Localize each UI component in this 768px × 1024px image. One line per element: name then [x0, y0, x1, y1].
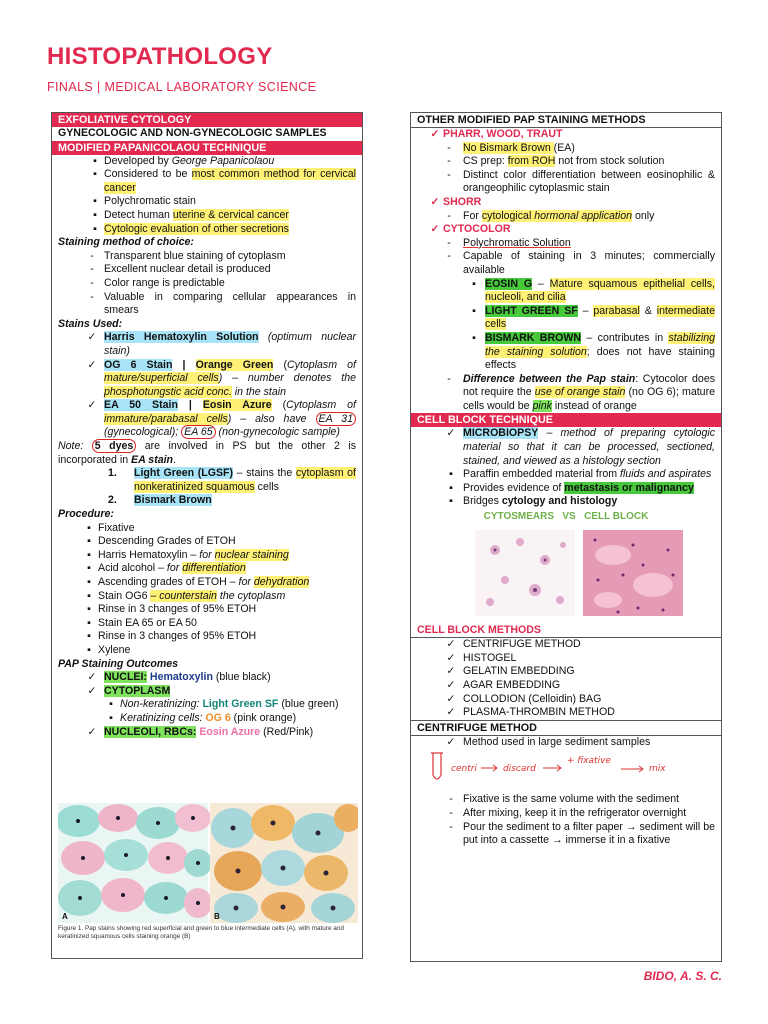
right-column [410, 112, 722, 962]
procedure-step: ▪ Rinse in 3 changes of 95% ETOH [87, 603, 257, 616]
stain-item-og6: ✓ OG 6 Stain | Orange Green (Cytoplasm of mature/superficial cells) – number denotes the phosphotungstic acid conc. in the stain [87, 358, 356, 398]
figure-label-a: A [62, 912, 68, 921]
procedure-label: Procedure: [58, 508, 114, 521]
outcomes-list [52, 671, 362, 739]
stain-item-harris: ✓ Harris Hematoxylin Solution (optimum nuclear stain) [87, 331, 356, 357]
list-item-difference: - Difference between the Pap stain: Cytocolor does not require the use of orange stain (no OG 6); mature cells would be pink instead of orange [447, 372, 716, 412]
list-item: - Polychromatic Solution [447, 236, 571, 249]
list-item: ▪ Provides evidence of metastasis or malignancy [449, 481, 694, 494]
pap-stain-figure [58, 803, 358, 923]
list-item: ▪ Considered to be most common method for cervical cancer [93, 168, 356, 194]
sketch-word-centri: centri [451, 764, 477, 775]
list-item: ▪ LIGHT GREEN SF – parabasal & intermediate cells [472, 304, 716, 331]
stains-label: Stains Used: [58, 317, 123, 330]
figure-caption: Figure 1. Pap stains showing red superficial and green to blue intermediate cells (A), with mature and keratinized squamous cells staining orange (B) [58, 925, 344, 940]
procedure-list [52, 522, 362, 658]
outcome-nuclei: ✓ NUCLEI: Hematoxylin (blue black) [87, 671, 271, 684]
list-item: - Excellent nuclear detail is produced [90, 263, 271, 276]
shorr-sublist [427, 210, 715, 224]
list-item: ✓ GELATIN EMBEDDING [446, 665, 575, 678]
procedure-step: ▪ Fixative [87, 521, 135, 534]
method-pwt: ✓ PHARR, WOOD, TRAUT [430, 128, 563, 140]
list-item: - For cytological hormonal application only [447, 209, 655, 222]
pwt-sublist [427, 142, 715, 196]
list-item: ▪ Non-keratinizing: Light Green SF (blue green) [109, 698, 339, 711]
dyes-numbered-list [52, 467, 362, 508]
dyes-note: Note: 5 dyes are involved in PS but the other 2 is incorporated in EA stain. [58, 440, 357, 466]
procedure-step: ▪ Acid alcohol – for differentiation [87, 562, 246, 575]
centrifuge-steps [411, 793, 721, 847]
procedure-step: ▪ Xylene [87, 643, 131, 656]
other-methods-list [411, 128, 721, 413]
centrifuge-list [411, 736, 721, 750]
list-item: - Valuable in comparing cellular appearances in smears [90, 290, 356, 317]
section-header-modified-pap: MODIFIED PAPANICOLAOU TECHNIQUE [52, 141, 362, 155]
cytoplasm-sublist [80, 698, 356, 725]
list-item: ▪ Keratinizing cells: OG 6 (pink orange) [109, 711, 297, 724]
document-subtitle: FINALS | MEDICAL LABORATORY SCIENCE [47, 80, 317, 94]
outcomes-label: PAP Staining Outcomes [58, 657, 179, 670]
pap-stain-micrograph [58, 803, 358, 923]
sketch-word-discard: discard [503, 764, 536, 775]
list-item: - Capable of staining in 3 minutes; commercially available [447, 250, 715, 276]
compare-heading: CYTOSMEARS VS CELL BLOCK [483, 511, 649, 523]
outcome-cytoplasm: ✓ CYTOPLASM [87, 684, 171, 697]
compare-images [411, 530, 721, 616]
procedure-step: ▪ Ascending grades of ETOH – for dehydration [87, 576, 310, 588]
cell-block-image [583, 530, 683, 616]
list-item: 2. Bismark Brown [108, 494, 212, 507]
centrifuge-sketch [411, 749, 711, 793]
cytocolor-sublist [427, 237, 715, 414]
section-header-cell-block: CELL BLOCK TECHNIQUE [411, 413, 721, 427]
stain-item-ea50: ✓ EA 50 Stain | Eosin Azure (Cytoplasm of immature/parabasal cells) – also have EA 31 (gynecological); EA 65 (non-gynecologic sample) [87, 399, 356, 439]
cell-block-list [411, 427, 721, 509]
section-header-other-methods: OTHER MODIFIED PAP STAINING METHODS [411, 113, 721, 128]
list-item: ✓ HISTOGEL [446, 651, 517, 664]
figure-label-b: B [214, 912, 220, 921]
ea31-circled: EA 31 [316, 412, 357, 426]
procedure-step: ▪ Harris Hematoxylin – for nuclear staining [87, 548, 289, 561]
list-item: ✓ CENTRIFUGE METHOD [446, 638, 581, 651]
list-item: ✓ PLASMA-THROMBIN METHOD [446, 706, 615, 719]
list-item: - After mixing, keep it in the refrigerator overnight [449, 806, 687, 819]
ea65-circled: EA 65 [181, 425, 215, 439]
list-item: 1. Light Green (LGSF) – stains the cytoplasm of nonkeratinized squamous cells [108, 467, 356, 493]
list-item: ✓ COLLODION (Celloidin) BAG [446, 692, 602, 705]
list-item: ▪ Detect human uterine & cervical cancer [93, 208, 289, 221]
list-item: - CS prep: from ROH not from stock solution [447, 155, 665, 168]
section-header-exfoliative: EXFOLIATIVE CYTOLOGY [52, 113, 362, 127]
sketch-word-fixative: + fixative [567, 756, 611, 767]
list-item: ▪ BISMARK BROWN – contributes in stabilizing the staining solution; does not have staining effects [472, 331, 716, 372]
list-item: ✓ Method used in large sediment samples [446, 735, 651, 748]
list-item: ▪ Bridges cytology and histology [449, 495, 618, 508]
method-cytocolor: ✓ CYTOCOLOR [430, 223, 511, 236]
list-item: ✓ AGAR EMBEDDING [446, 679, 561, 691]
list-item: ✓ MICROBIOPSY – method of preparing cytologic material so that it can be processed, sectioned, stained, and viewed as a histology section [446, 427, 715, 467]
list-item: - Transparent blue staining of cytoplasm [90, 249, 286, 262]
list-item: ▪ Polychromatic stain [93, 195, 196, 208]
list-item: ▪ EOSIN G – Mature squamous epithelial cells, nucleoli, and cilia [472, 277, 715, 304]
list-item: ▪ Developed by George Papanicolaou [93, 154, 275, 167]
document-title: HISTOPATHOLOGY [47, 43, 273, 70]
outcome-nucleoli: ✓ NUCLEOLI, RBCs: Eosin Azure (Red/Pink) [87, 725, 314, 738]
stains-list [52, 331, 362, 440]
list-item: ▪ Paraffin embedded material from fluids and aspirates [449, 468, 712, 481]
cell-block-methods-list [411, 638, 721, 720]
cytosmear-image [475, 530, 575, 616]
list-item: - Fixative is the same volume with the sediment [449, 793, 680, 806]
procedure-step: ▪ Stain EA 65 or EA 50 [87, 616, 197, 629]
cytocolor-stains [435, 278, 715, 373]
procedure-step: ▪ Stain OG6 – counterstain the cytoplasm [87, 589, 286, 602]
sketch-word-mix: mix [649, 764, 666, 775]
pap-bullet-list [52, 155, 362, 237]
samples-heading: GYNECOLOGIC AND NON-GYNECOLOGIC SAMPLES [58, 127, 327, 139]
author-footer: BIDO, A. S. C. [643, 969, 722, 983]
procedure-step: ▪ Rinse in 3 changes of 95% ETOH [87, 630, 257, 643]
list-item: - Distinct color differentiation between eosinophilic & orangeophilic cytoplasmic stain [447, 168, 715, 195]
choice-list [52, 250, 362, 318]
list-item: ▪ Cytologic evaluation of other secretions [93, 222, 289, 235]
section-header-cell-block-methods: CELL BLOCK METHODS [411, 624, 721, 639]
left-column [51, 112, 363, 959]
list-item: - Pour the sediment to a filter paper → sediment will be put into a cassette → immerse it in a fixative [449, 820, 715, 847]
choice-label: Staining method of choice: [58, 236, 194, 249]
list-item: - No Bismark Brown (EA) [447, 141, 575, 154]
section-header-centrifuge: CENTRIFUGE METHOD [411, 720, 721, 736]
procedure-step: ▪ Descending Grades of ETOH [87, 535, 236, 548]
list-item: - Color range is predictable [90, 276, 225, 289]
method-shorr: ✓ SHORR [430, 195, 482, 208]
